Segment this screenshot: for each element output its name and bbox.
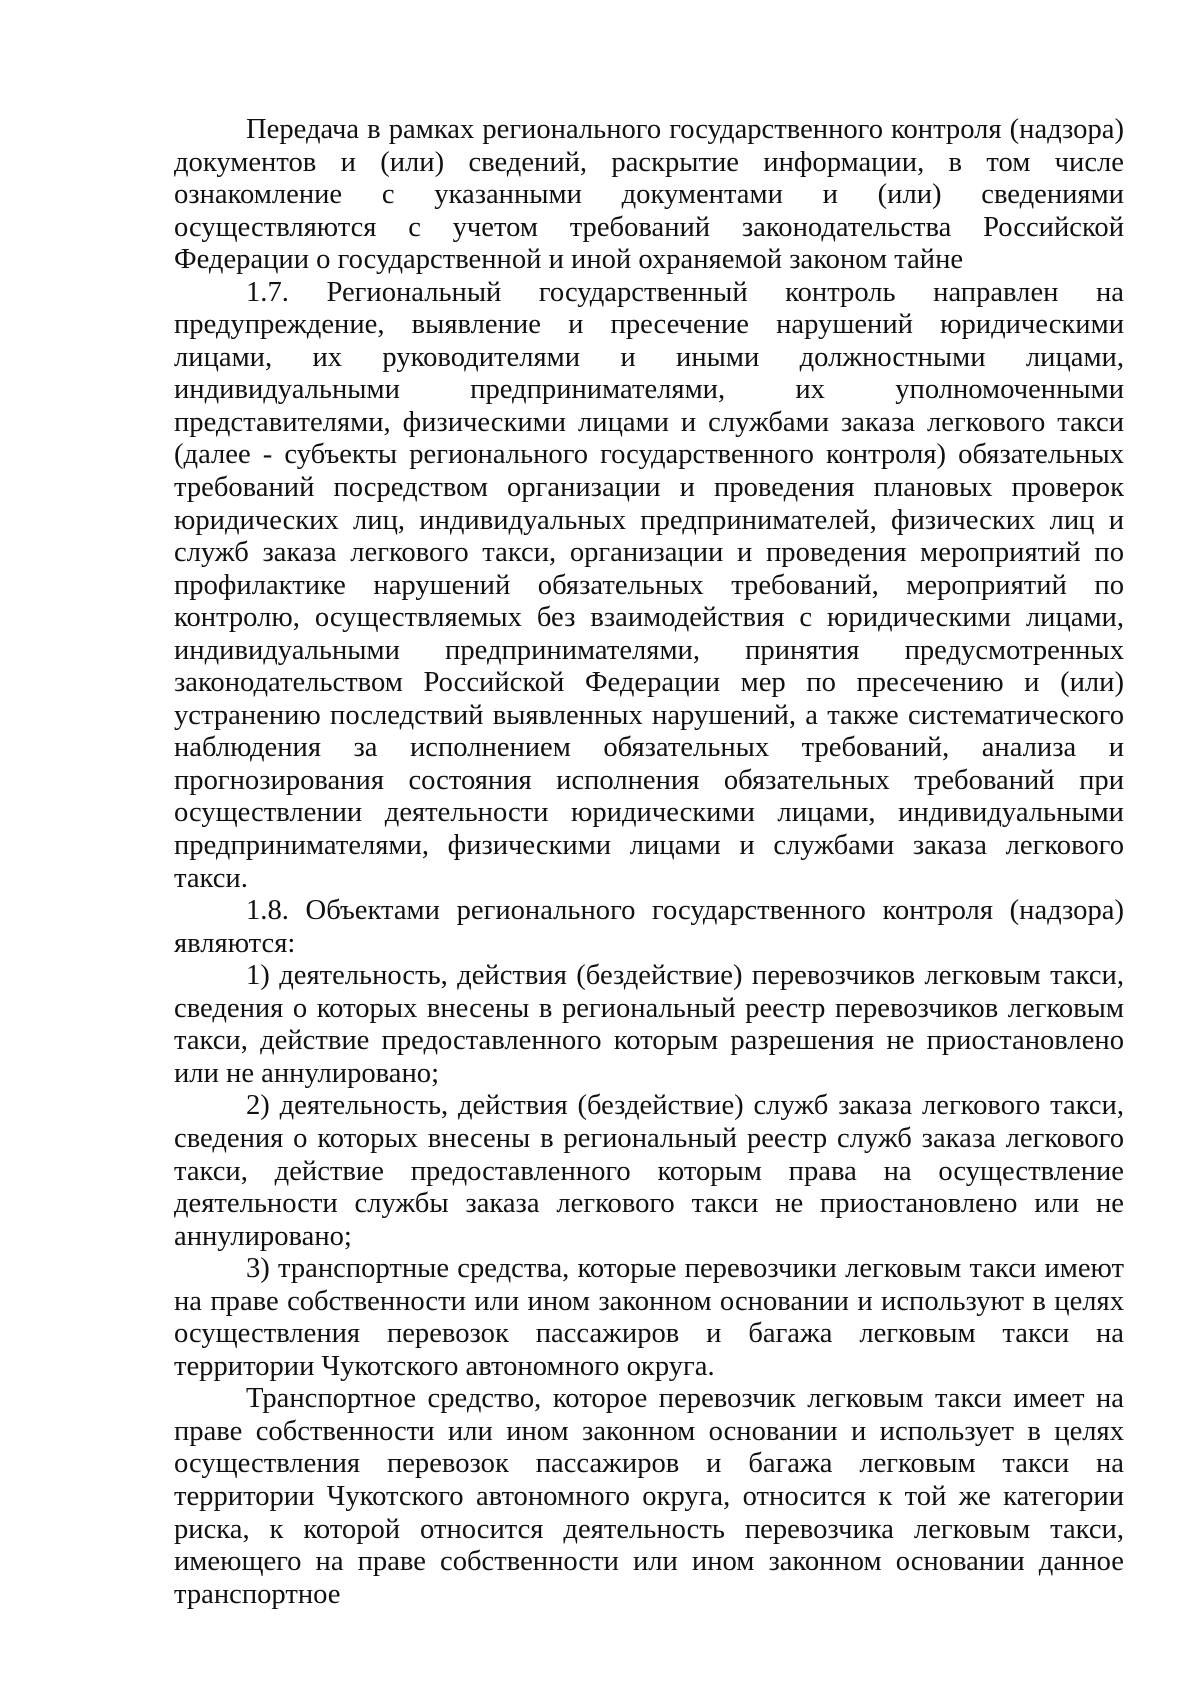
- paragraph-1-8: 1.8. Объектами регионального государственного контроля (надзора) являются:: [174, 895, 1124, 959]
- document-page: [174, 114, 1124, 1611]
- paragraph-vehicle-risk: Транспортное средство, которое перевозчик легковым такси имеет на праве собственности или ином законном основании и использует в целях осуществления перевозок пассажиров и багажа легковым такси на территории Чукотского автономного округа, относится к той же категории риска, к которой относится деятельность перевозчика легковым такси, имеющего на праве собственности или ином законном основании данное транспортное: [174, 1383, 1124, 1610]
- paragraph-1-7: 1.7. Региональный государственный контроль направлен на предупреждение, выявление и пресечение нарушений юридическими лицами, их руководителями и иными должностными лицами, индивидуальными предпринимателями, их уполномоченными представителями, физическими лицами и службами заказа легкового такси (далее - субъекты регионального государственного контроля) обязательных требований посредством организации и проведения плановых проверок юридических лиц, индивидуальных предпринимателей, физических лиц и служб заказа легкового такси, организации и проведения мероприятий по профилактике нарушений обязательных требований, мероприятий по контролю, осуществляемых без взаимодействия с юридическими лицами, индивидуальными предпринимателями, принятия предусмотренных законодательством Российской Федерации мер по пресечению и (или) устранению последствий выявленных нарушений, а также систематического наблюдения за исполнением обязательных требований, анализа и прогнозирования состояния исполнения обязательных требований при осуществлении деятельности юридическими лицами, индивидуальными предпринимателями, физическими лицами и службами заказа легкового такси.: [174, 276, 1124, 894]
- list-item-3: 3) транспортные средства, которые перевозчики легковым такси имеют на праве собственности или ином законном основании и используют в целях осуществления перевозок пассажиров и багажа легковым такси на территории Чукотского автономного округа.: [174, 1253, 1124, 1382]
- list-item-1: 1) деятельность, действия (бездействие) перевозчиков легковым такси, сведения о которых внесены в региональный реестр перевозчиков легковым такси, действие предоставленного которым разрешения не приостановлено или не аннулировано;: [174, 960, 1124, 1089]
- list-item-2: 2) деятельность, действия (бездействие) служб заказа легкового такси, сведения о которых внесены в региональный реестр служб заказа легкового такси, действие предоставленного которым права на осуществление деятельности службы заказа легкового такси не приостановлено или не аннулировано;: [174, 1090, 1124, 1252]
- paragraph-information-transfer: Передача в рамках регионального государственного контроля (надзора) документов и (или) сведений, раскрытие информации, в том числе ознакомление с указанными документами и (или) сведениями осуществляются с учетом требований законодательства Российской Федерации о государственной и иной охраняемой законом тайне: [174, 114, 1124, 276]
